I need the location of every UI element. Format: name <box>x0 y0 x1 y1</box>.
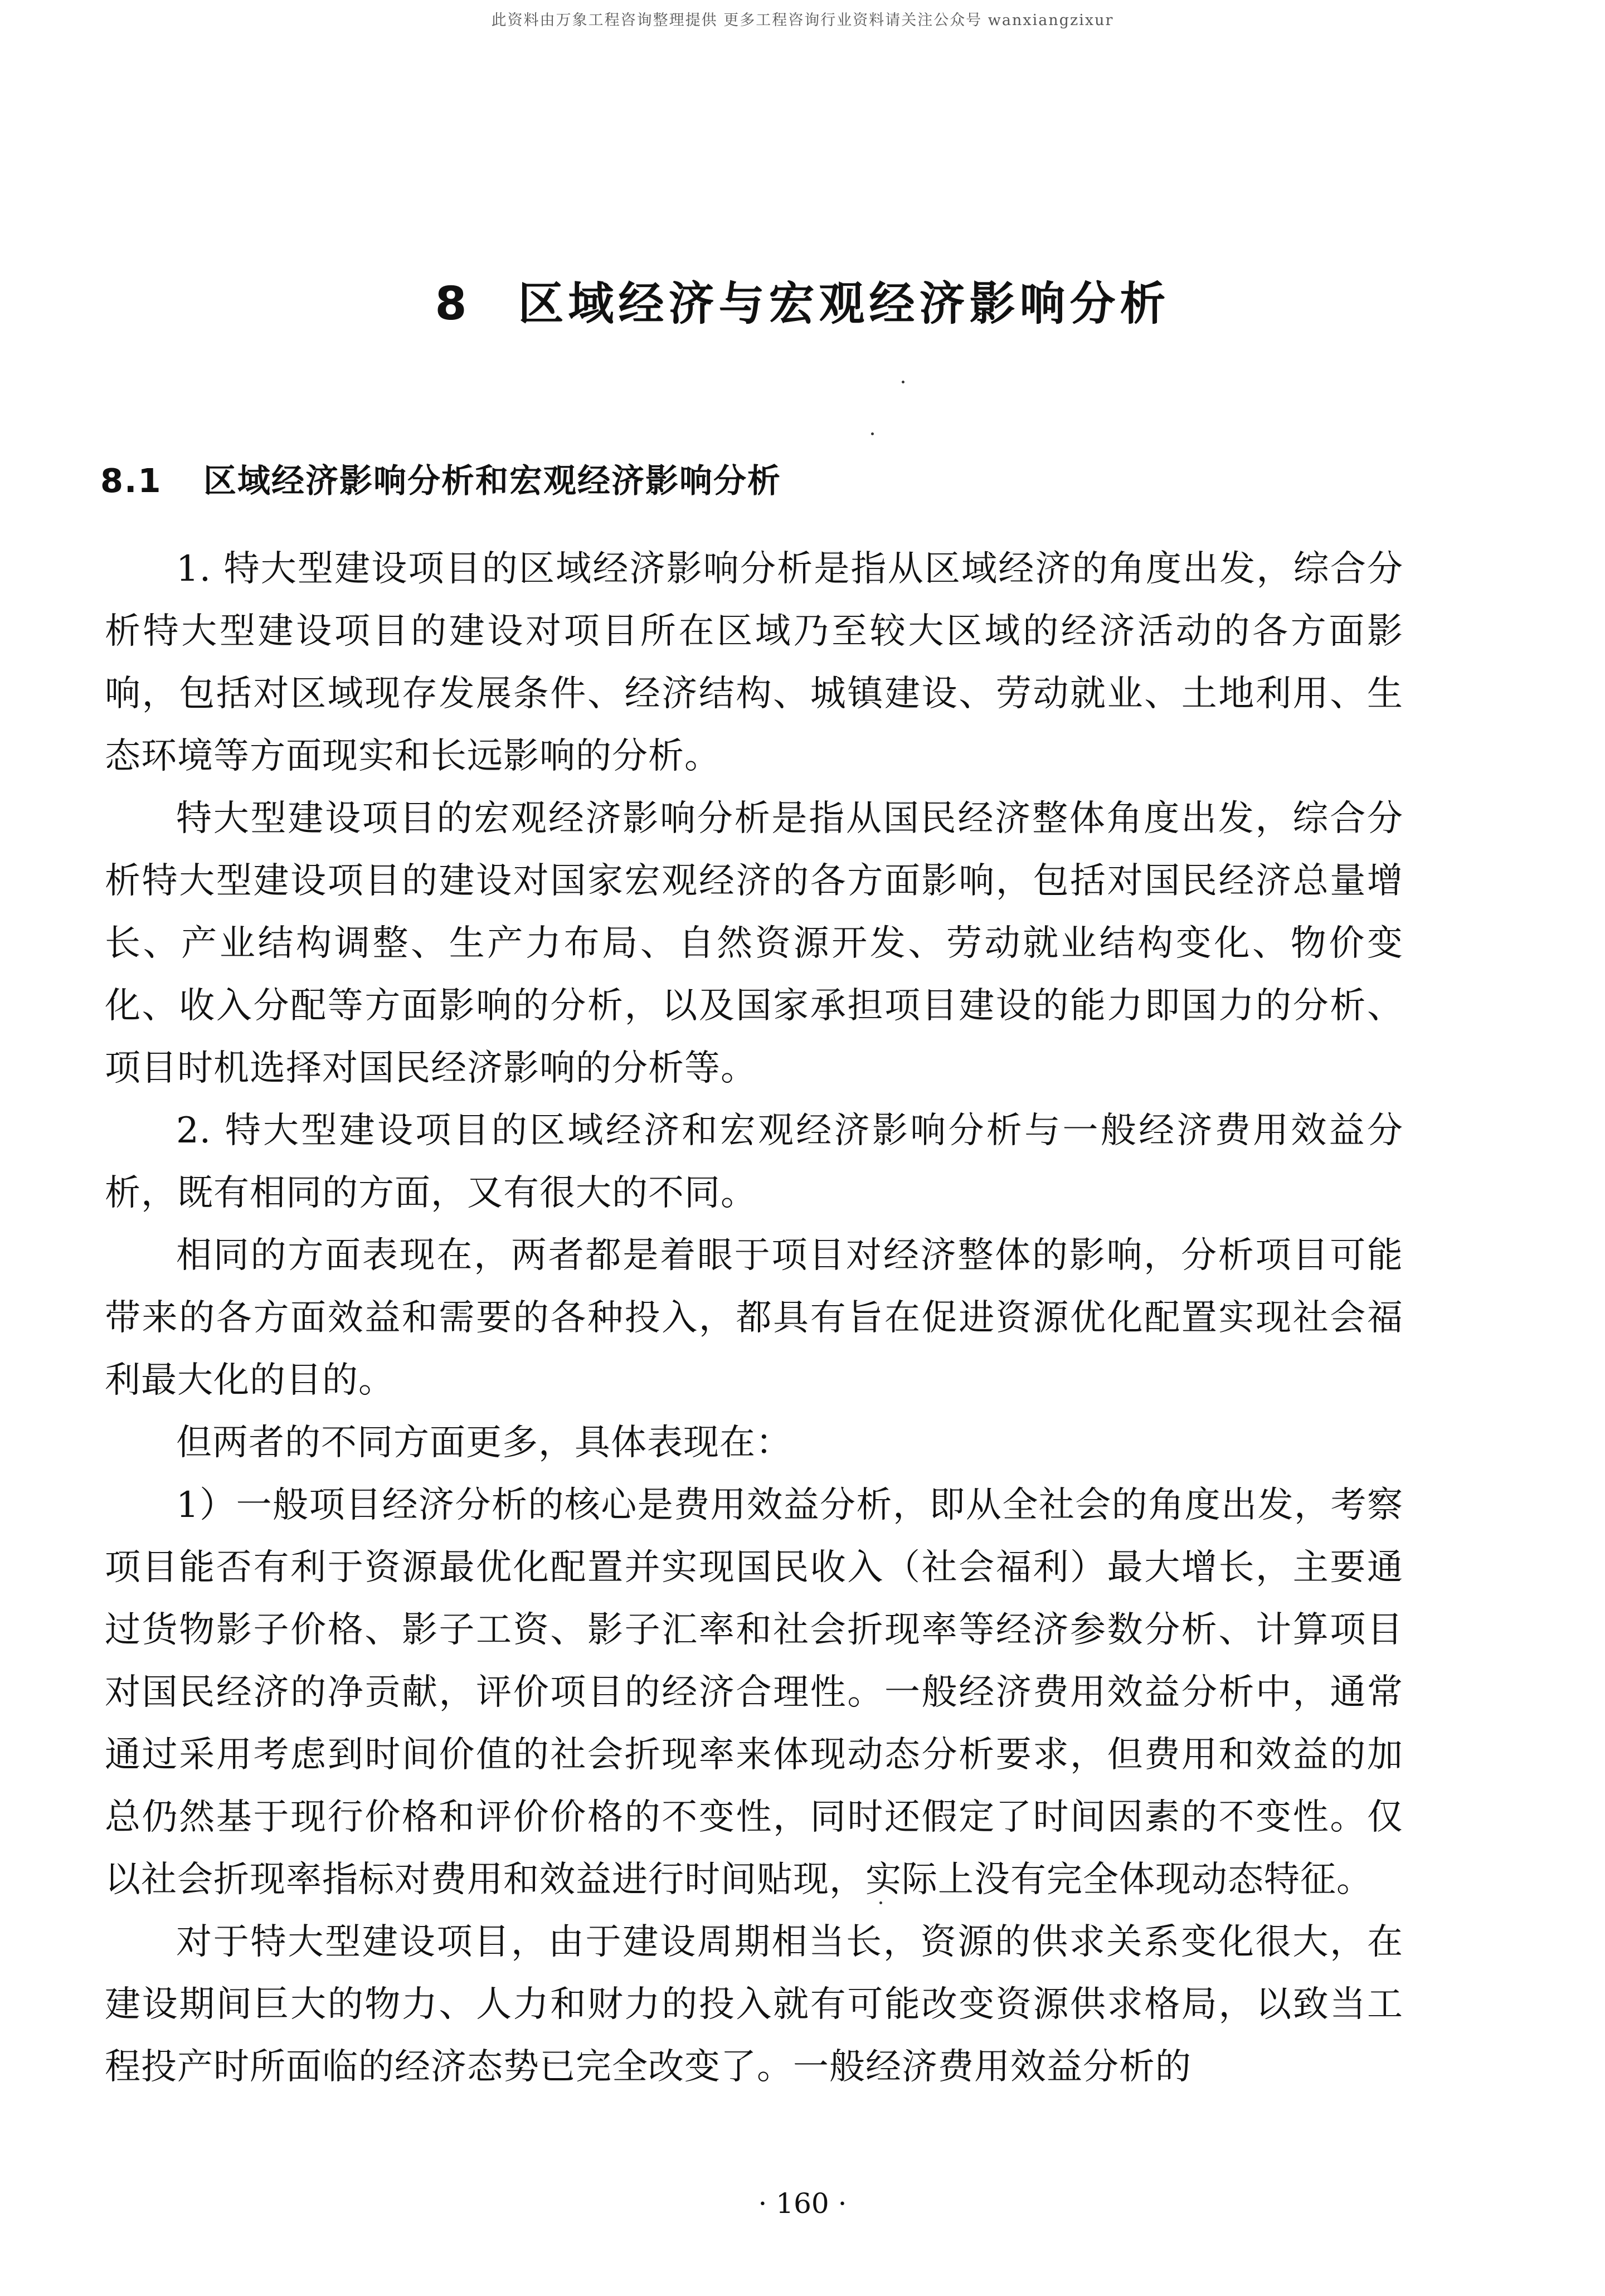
page-number: · 160 · <box>758 2187 847 2220</box>
header-banner: 此资料由万象工程咨询整理提供 更多工程咨询行业资料请关注公众号 wanxiangzixur <box>491 12 1114 29</box>
paragraph: 2. 特大型建设项目的区域经济和宏观经济影响分析与一般经济费用效益分析，既有相同的方面，又有很大的不同。 <box>105 1110 1403 1214</box>
chapter-title-text: 区域经济与宏观经济影响分析 <box>518 278 1170 330</box>
section-title-text: 区域经济影响分析和宏观经济影响分析 <box>203 461 782 500</box>
paragraph: 1）一般项目经济分析的核心是费用效益分析，即从全社会的角度出发，考察项目能否有利于资源最优化配置并实现国民收入（社会福利）最大增长，主要通过货物影子价格、影子工资、影子汇率和社会折现率等经济参数分析、计算项目对国民经济的净贡献，评价项目的经济合理性。一般经济费用效益分析中，通常通过采用考虑到时间价值的社会折现率来体现动态分析要求，但费用和效益的加总仍然基于现行价格和评价价格的不变性，同时还假定了时间因素的不变性。仅以社会折现率指标对费用和效益进行时间贴现，实际上没有完全体现动态特征。 <box>105 1485 1403 1900</box>
paragraph: 但两者的不同方面更多，具体表现在： <box>176 1422 792 1463</box>
section-title <box>100 454 781 502</box>
scan-speck <box>879 1901 882 1904</box>
section-number: 8.1 <box>100 461 162 500</box>
chapter-title <box>0 267 1605 333</box>
paragraph: 对于特大型建设项目，由于建设周期相当长，资源的供求关系变化很大，在建设期间巨大的物力、人力和财力的投入就有可能改变资源供求格局，以致当工程投产时所面临的经济态势已完全改变了。一般经济费用效益分析的 <box>105 1922 1403 2088</box>
paragraph: 相同的方面表现在，两者都是着眼于项目对经济整体的影响，分析项目可能带来的各方面效益和需要的各种投入，都具有旨在促进资源优化配置实现社会福利最大化的目的。 <box>105 1235 1403 1401</box>
paragraph: 特大型建设项目的宏观经济影响分析是指从国民经济整体角度出发，综合分析特大型建设项目的建设对国家宏观经济的各方面影响，包括对国民经济总量增长、产业结构调整、生产力布局、自然资源开发、劳动就业结构变化、物价变化、收入分配等方面影响的分析，以及国家承担项目建设的能力即国力的分析、项目时机选择对国民经济影响的分析等。 <box>105 798 1403 1089</box>
scan-speck <box>902 381 904 383</box>
paragraph: 1. 特大型建设项目的区域经济影响分析是指从区域经济的角度出发，综合分析特大型建设项目的建设对项目所在区域乃至较大区域的经济活动的各方面影响，包括对区域现存发展条件、经济结构、城镇建设、劳动就业、土地利用、生态环境等方面现实和长远影响的分析。 <box>105 548 1403 777</box>
body-text <box>105 538 1403 2098</box>
scan-speck <box>871 432 874 435</box>
chapter-number: 8 <box>435 278 471 330</box>
